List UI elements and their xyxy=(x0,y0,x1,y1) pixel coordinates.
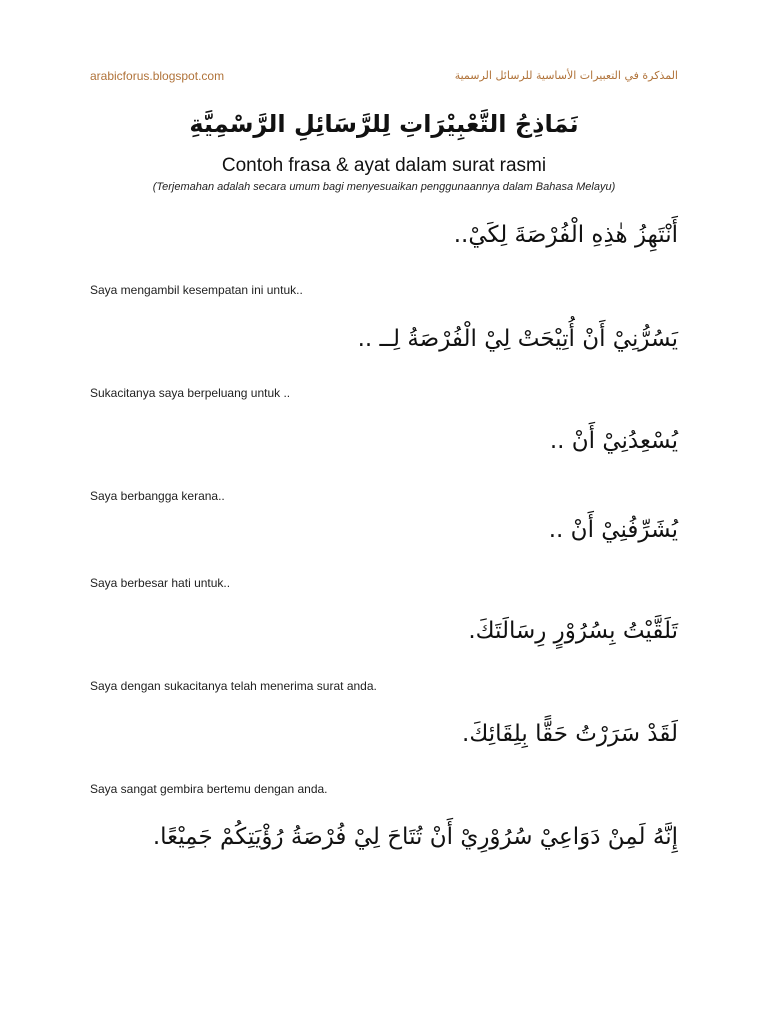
malay-translation-3: Saya berbangga kerana.. xyxy=(90,489,225,503)
arabic-phrase-2: يَسُرُّنِيْ أَنْ أُتِيْحَتْ لِيْ الْفُرْصَةُ لِــ .. xyxy=(357,326,678,352)
malay-translation-4: Saya berbesar hati untuk.. xyxy=(90,576,231,590)
arabic-phrase-3: يُسْعِدُنِيْ أَنْ .. xyxy=(549,428,678,454)
translation-note: (Terjemahan adalah secara umum bagi menyesuaikan penggunaannya dalam Bahasa Melayu) xyxy=(152,181,616,193)
arabic-phrase-5: تَلَقَّيْتُ بِسُرُوْرٍ رِسَالَتَكَ. xyxy=(468,618,678,644)
blog-url[interactable]: arabicforus.blogspot.com xyxy=(90,69,225,83)
arabic-phrase-4: يُشَرِّفُنِيْ أَنْ .. xyxy=(548,517,678,543)
arabic-phrase-1: أَنْتَهِزُ هٰذِهِ الْفُرْصَةَ لِكَيْ.. xyxy=(453,222,678,248)
page-title-malay: Contoh frasa & ayat dalam surat rasmi xyxy=(221,155,547,176)
malay-translation-5: Saya dengan sukacitanya telah menerima surat anda. xyxy=(90,679,377,693)
arabic-phrase-6: لَقَدْ سَرَرْتُ حَقًّا بِلِقَائِكَ. xyxy=(462,721,678,747)
arabic-phrase-7: إِنَّهُ لَمِنْ دَوَاعِيْ سُرُوْرِيْ أَنْ تُتَاحَ لِيْ فُرْصَةُ رُؤْيَتِكُمْ جَمِيْعًا. xyxy=(152,824,678,850)
malay-translation-6: Saya sangat gembira bertemu dengan anda. xyxy=(90,782,328,796)
malay-translation-1: Saya mengambil kesempatan ini untuk.. xyxy=(90,283,303,297)
page-title-arabic: نَمَاذِجُ التَّعْبِيْرَاتِ لِلرَّسَائِلِ الرَّسْمِيَّةِ xyxy=(189,110,579,138)
header-note-title: المذكرة في التعبيرات الأساسية للرسائل الرسمية xyxy=(454,69,678,82)
malay-translation-2: Sukacitanya saya berpeluang untuk .. xyxy=(90,386,291,400)
